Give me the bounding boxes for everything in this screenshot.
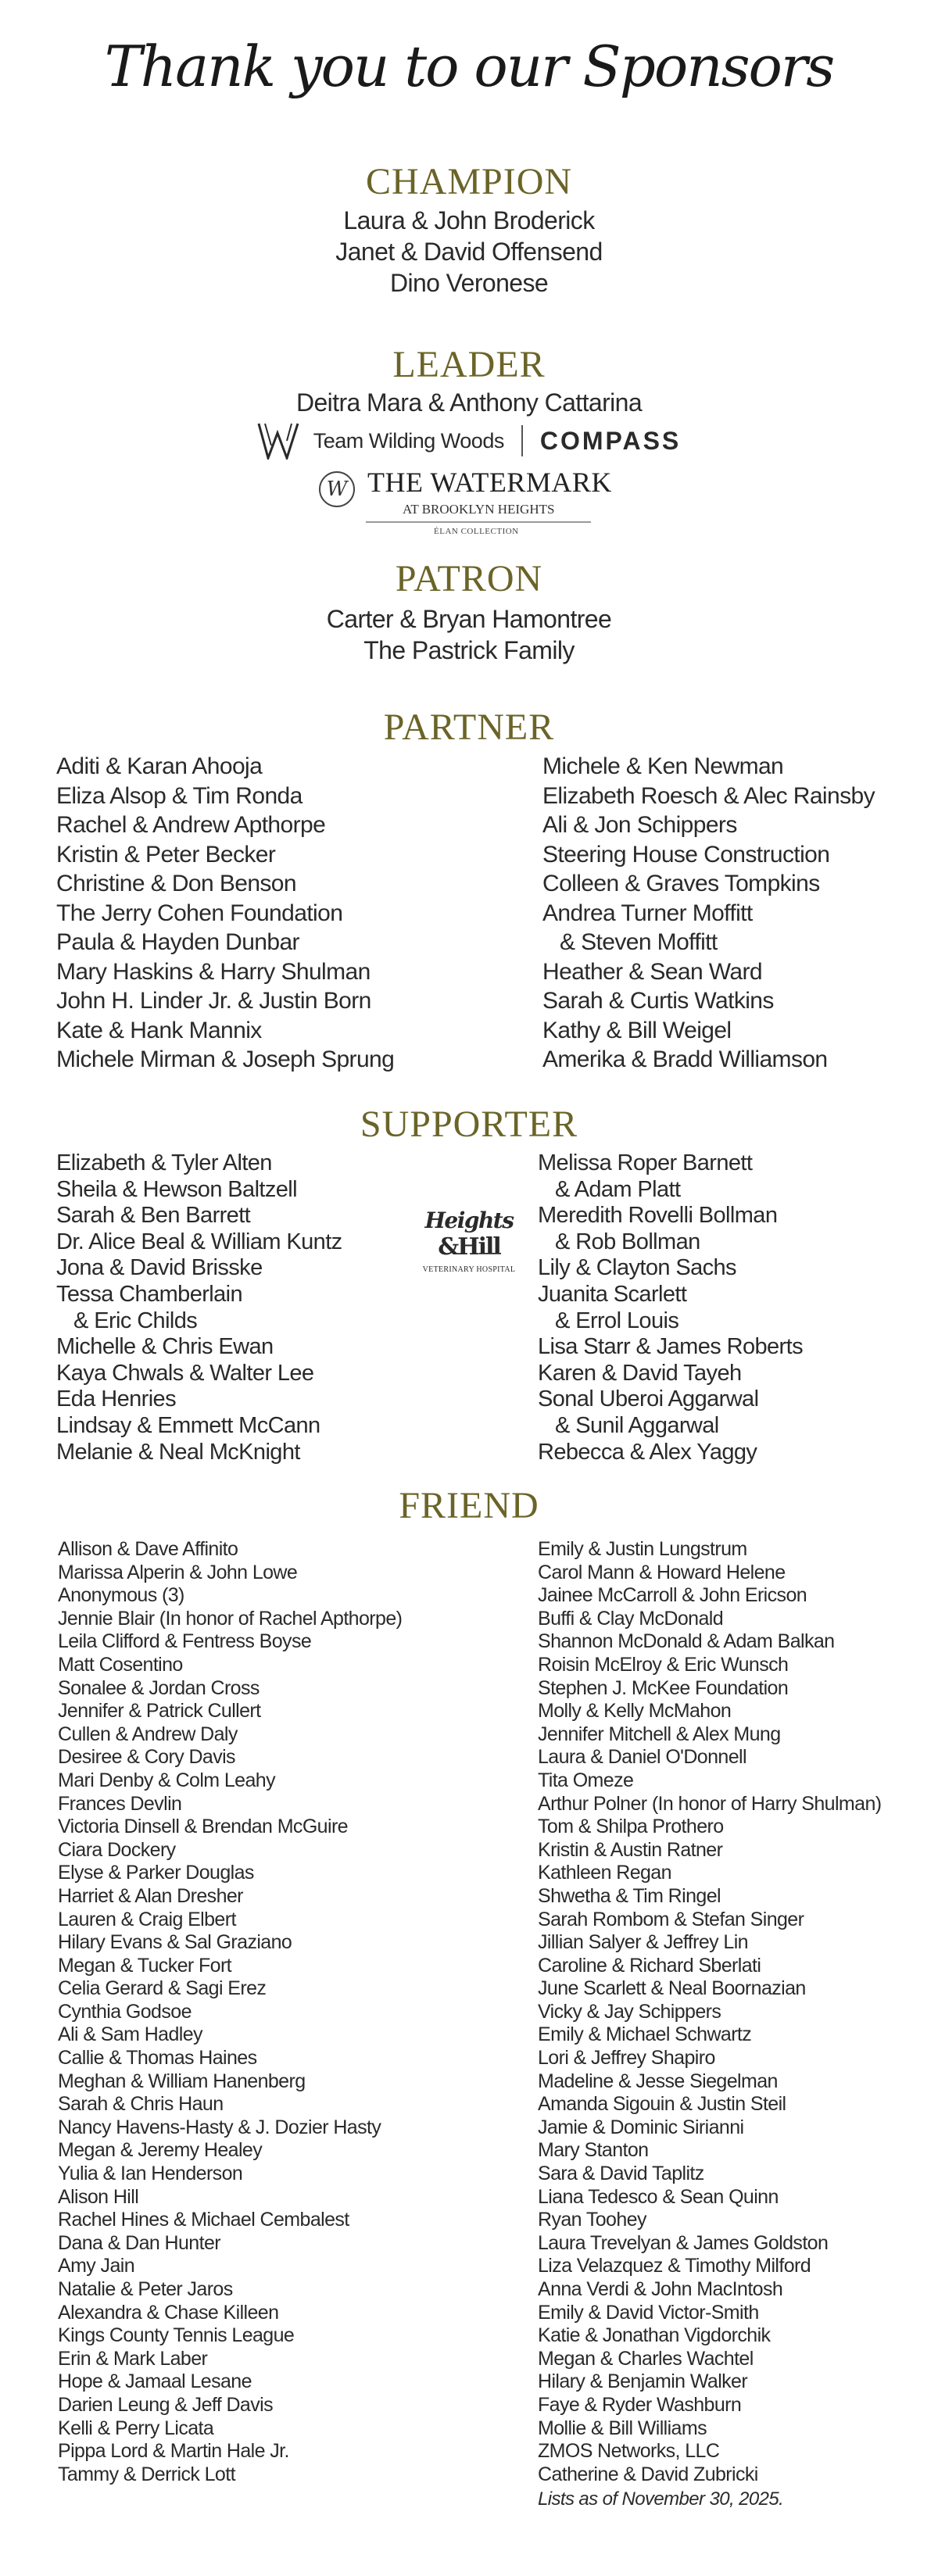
sponsor-name: Kings County Tennis League [58, 2324, 295, 2347]
sponsor-name: Laura Trevelyan & James Goldston [538, 2231, 829, 2254]
sponsor-name: Madeline & Jesse Siegelman [538, 2070, 778, 2092]
sponsor-name: Dana & Dan Hunter [58, 2231, 220, 2254]
page-title: Thank you to our Sponsors [104, 34, 834, 99]
sponsor-name: Darien Leung & Jeff Davis [58, 2393, 273, 2416]
sponsor-name: Kathleen Regan [538, 1862, 671, 1884]
sponsor-name: Amerika & Bradd Williamson [542, 1046, 828, 1072]
sponsor-name: Sarah Rombom & Stefan Singer [538, 1908, 804, 1930]
sponsor-name: Michele Mirman & Joseph Sprung [56, 1046, 395, 1072]
sponsor-name: Jillian Salyer & Jeffrey Lin [538, 1931, 748, 1954]
sponsor-name: Sarah & Ben Barrett [56, 1203, 251, 1229]
sponsor-name: Meredith Rovelli Bollman [538, 1203, 778, 1229]
sponsor-name: Allison & Dave Affinito [58, 1538, 238, 1560]
friend-list-right [538, 1538, 882, 2486]
leader-list [0, 387, 938, 418]
sponsor-name: Roisin McElroy & Eric Wunsch [538, 1653, 789, 1676]
sponsor-name: Hilary Evans & Sal Graziano [58, 1931, 292, 1954]
sponsor-name: Paula & Hayden Dunbar [56, 929, 299, 955]
sponsor-name: Tammy & Derrick Lott [58, 2463, 235, 2485]
sponsor-name: Steering House Construction [542, 841, 830, 868]
sponsor-name: Eliza Alsop & Tim Ronda [56, 782, 303, 809]
sponsor-name: Sarah & Curtis Watkins [542, 988, 774, 1014]
sponsor-name: Karen & David Tayeh [538, 1360, 742, 1386]
sponsor-name: Emily & Justin Lungstrum [538, 1538, 747, 1560]
sponsor-name-continued: & Rob Bollman [555, 1229, 700, 1254]
sponsor-name: Katie & Jonathan Vigdorchik [538, 2324, 771, 2347]
sponsor-name: Caroline & Richard Sberlati [538, 1954, 761, 1977]
sponsor-name-continued: & Adam Platt [555, 1176, 681, 1202]
sponsor-name: Kelli & Perry Licata [58, 2417, 214, 2439]
sponsor-name: Sonalee & Jordan Cross [58, 1676, 260, 1699]
tier-heading-leader: LEADER [392, 344, 546, 385]
sponsor-name: Carter & Bryan Hamontree [326, 605, 612, 633]
sponsor-name: Hope & Jamaal Lesane [58, 2370, 252, 2393]
sponsor-name: Emily & David Victor-Smith [538, 2301, 759, 2324]
sponsor-name: Elizabeth & Tyler Alten [56, 1150, 272, 1175]
sponsor-name: Arthur Polner (In honor of Harry Shulman) [538, 1792, 882, 1815]
partner-list-right [542, 752, 875, 1075]
sponsor-name: Stephen J. McKee Foundation [538, 1676, 789, 1699]
sponsor-name: Jennifer Mitchell & Alex Mung [538, 1723, 781, 1745]
sponsor-name: Lauren & Craig Elbert [58, 1908, 236, 1930]
sponsor-name: Tom & Shilpa Prothero [538, 1816, 724, 1838]
sponsor-name: Megan & Jeremy Healey [58, 2139, 263, 2162]
sponsor-name: Janet & David Offensend [335, 238, 603, 266]
sponsor-name: Andrea Turner Moffitt [542, 900, 753, 926]
tier-heading-supporter: SUPPORTER [360, 1104, 578, 1145]
sponsor-name: Rebecca & Alex Yaggy [538, 1439, 757, 1465]
sponsor-name: John H. Linder Jr. & Justin Born [56, 988, 371, 1014]
sponsor-name: Emily & Michael Schwartz [538, 2023, 752, 2046]
sponsor-name: Mollie & Bill Williams [538, 2417, 707, 2439]
sponsor-name: Amy Jain [58, 2255, 135, 2277]
sponsor-name: Colleen & Graves Tompkins [542, 871, 820, 896]
sponsor-name: Yulia & Ian Henderson [58, 2163, 243, 2185]
sponsor-name-continued: & Errol Louis [555, 1308, 679, 1333]
sponsor-name: Shwetha & Tim Ringel [538, 1884, 721, 1907]
sponsor-name: Laura & John Broderick [343, 206, 595, 234]
sponsor-name: Leila Clifford & Fentress Boyse [58, 1630, 312, 1653]
sponsor-name: Tita Omeze [538, 1769, 634, 1791]
sponsor-name: The Jerry Cohen Foundation [56, 900, 343, 926]
heights-hill-logo-line3: VETERINARY HOSPITAL [422, 1265, 516, 1274]
tier-heading-friend: FRIEND [399, 1485, 539, 1526]
sponsor-name: ZMOS Networks, LLC [538, 2440, 720, 2463]
watermark-logo-title: THE WATERMARK [367, 467, 612, 498]
sponsor-name: Megan & Charles Wachtel [538, 2347, 754, 2370]
leader-logos [0, 422, 938, 460]
sponsor-name: Desiree & Cory Davis [58, 1746, 235, 1769]
tier-heading-partner: PARTNER [383, 707, 555, 748]
sponsor-name: Mari Denby & Colm Leahy [58, 1769, 275, 1791]
tier-heading-patron: PATRON [395, 558, 543, 599]
compass-logo: COMPASS [539, 427, 682, 455]
heights-hill-logo-line2: &Hill [438, 1233, 500, 1261]
sponsor-name: Pippa Lord & Martin Hale Jr. [58, 2440, 289, 2463]
sponsor-name: Megan & Tucker Fort [58, 1954, 232, 1977]
sponsor-name: Aditi & Karan Ahooja [56, 753, 263, 779]
sponsor-name: June Scarlett & Neal Boornazian [538, 1977, 806, 2000]
sponsor-name: Juanita Scarlett [538, 1281, 687, 1307]
sponsor-name: Michele & Ken Newman [542, 753, 784, 779]
sponsor-name: Nancy Havens-Hasty & J. Dozier Hasty [58, 2116, 381, 2138]
sponsor-name: Mary Haskins & Harry Shulman [56, 958, 371, 985]
sponsor-name: Alexandra & Chase Killeen [58, 2301, 279, 2324]
patron-list [0, 603, 938, 666]
sponsor-name: Jona & David Brisske [56, 1255, 263, 1281]
sponsor-name: Mary Stanton [538, 2139, 649, 2162]
sponsor-name: Ali & Jon Schippers [542, 812, 737, 838]
watermark-logo-subtitle: AT BROOKLYN HEIGHTS [403, 502, 555, 517]
sponsor-name: Amanda Sigouin & Justin Steil [538, 2093, 786, 2116]
sponsor-name: Alison Hill [58, 2185, 139, 2208]
sponsor-name: The Pastrick Family [363, 636, 575, 664]
sponsor-name: Lily & Clayton Sachs [538, 1255, 736, 1281]
sponsor-name: Natalie & Peter Jaros [58, 2278, 233, 2300]
sponsor-name: Elizabeth Roesch & Alec Rainsby [542, 782, 875, 809]
sponsor-name: Liza Velazquez & Timothy Milford [538, 2255, 811, 2277]
sponsor-name: Victoria Dinsell & Brendan McGuire [58, 1816, 348, 1838]
sponsor-name: Celia Gerard & Sagi Erez [58, 1977, 267, 2000]
watermark-rule [366, 521, 591, 523]
sponsor-name: Anonymous (3) [58, 1584, 184, 1607]
sponsor-name: Shannon McDonald & Adam Balkan [538, 1630, 835, 1653]
heights-hill-logo-line1: Heights [424, 1208, 514, 1233]
sponsor-name: Cynthia Godsoe [58, 2000, 192, 2023]
partner-list-left [56, 752, 394, 1075]
friend-list-left [58, 1538, 402, 2486]
sponsor-name: Kristin & Austin Ratner [538, 1838, 723, 1861]
sponsor-name: Dr. Alice Beal & William Kuntz [56, 1229, 342, 1254]
sponsor-name: Meghan & William Hanenberg [58, 2070, 306, 2092]
sponsor-name: Lori & Jeffrey Shapiro [538, 2047, 715, 2070]
sponsor-name: Kathy & Bill Weigel [542, 1017, 732, 1043]
logo-divider [521, 425, 523, 456]
watermark-logo [313, 467, 625, 539]
sponsor-name: Anna Verdi & John MacIntosh [538, 2278, 783, 2300]
watermark-monogram-icon: W [319, 471, 355, 507]
sponsor-name: Rachel & Andrew Apthorpe [56, 812, 326, 838]
list-date-note: Lists as of November 30, 2025. [538, 2488, 784, 2510]
sponsor-name: Callie & Thomas Haines [58, 2047, 257, 2070]
supporter-list-left [56, 1150, 342, 1465]
sponsor-name: Sarah & Chris Haun [58, 2093, 224, 2116]
wilding-woods-w-icon [257, 422, 303, 460]
sponsor-name: Christine & Don Benson [56, 871, 296, 896]
sponsor-name: Catherine & David Zubricki [538, 2463, 758, 2485]
sponsor-name: Rachel Hines & Michael Cembalest [58, 2209, 349, 2231]
sponsor-name: Heather & Sean Ward [542, 958, 762, 985]
sponsor-name: Jamie & Dominic Sirianni [538, 2116, 744, 2138]
sponsor-name: Jennifer & Patrick Cullert [58, 1700, 261, 1723]
sponsor-name: Melanie & Neal McKnight [56, 1439, 300, 1465]
sponsor-name: Eda Henries [56, 1386, 176, 1412]
sponsor-name: Hilary & Benjamin Walker [538, 2370, 748, 2393]
champion-list [0, 205, 938, 299]
sponsor-name: Elyse & Parker Douglas [58, 1862, 254, 1884]
sponsor-name: Kate & Hank Mannix [56, 1017, 262, 1043]
sponsor-name: Sara & David Taplitz [538, 2163, 704, 2185]
sponsor-name: Laura & Daniel O'Donnell [538, 1746, 746, 1769]
sponsor-name: Erin & Mark Laber [58, 2347, 208, 2370]
sponsor-name-continued: & Eric Childs [73, 1308, 198, 1333]
sponsor-name: Lisa Starr & James Roberts [538, 1334, 803, 1360]
sponsor-name: Ali & Sam Hadley [58, 2023, 202, 2046]
sponsor-name: Melissa Roper Barnett [538, 1150, 753, 1175]
sponsor-name: Vicky & Jay Schippers [538, 2000, 721, 2023]
sponsor-name: Sonal Uberoi Aggarwal [538, 1386, 759, 1412]
sponsor-name: Jennie Blair (In honor of Rachel Apthorpe) [58, 1607, 403, 1630]
sponsor-name: Harriet & Alan Dresher [58, 1884, 243, 1907]
heights-hill-logo [418, 1208, 520, 1275]
sponsor-name: Ciara Dockery [58, 1838, 176, 1861]
sponsor-name: Matt Cosentino [58, 1653, 183, 1676]
sponsor-name: Kaya Chwals & Walter Lee [56, 1360, 314, 1386]
sponsor-name-continued: & Sunil Aggarwal [555, 1412, 719, 1438]
sponsor-name: Carol Mann & Howard Helene [538, 1561, 786, 1583]
sponsor-name: Liana Tedesco & Sean Quinn [538, 2185, 779, 2208]
sponsor-name: Molly & Kelly McMahon [538, 1700, 732, 1723]
sponsor-name: Faye & Ryder Washburn [538, 2393, 742, 2416]
sponsor-name: Buffi & Clay McDonald [538, 1607, 724, 1630]
watermark-collection: ÉLAN COLLECTION [434, 527, 519, 536]
sponsor-name: Cullen & Andrew Daly [58, 1723, 238, 1745]
sponsor-name: Tessa Chamberlain [56, 1281, 243, 1307]
team-wilding-woods-logo: Team Wilding Woods [313, 429, 504, 453]
sponsor-name-continued: & Steven Moffitt [560, 929, 718, 955]
sponsor-name: Kristin & Peter Becker [56, 841, 276, 868]
sponsor-name: Ryan Toohey [538, 2209, 646, 2231]
sponsor-name: Frances Devlin [58, 1792, 182, 1815]
supporter-list-right [538, 1150, 803, 1465]
sponsor-name: Marissa Alperin & John Lowe [58, 1561, 298, 1583]
tier-heading-champion: CHAMPION [365, 161, 573, 202]
sponsor-name: Dino Veronese [389, 269, 549, 297]
sponsor-name: Deitra Mara & Anthony Cattarina [295, 388, 643, 417]
sponsor-name: Jainee McCarroll & John Ericson [538, 1584, 807, 1607]
sponsor-name: Michelle & Chris Ewan [56, 1334, 274, 1360]
sponsor-name: Lindsay & Emmett McCann [56, 1412, 320, 1438]
sponsor-name: Sheila & Hewson Baltzell [56, 1176, 297, 1202]
